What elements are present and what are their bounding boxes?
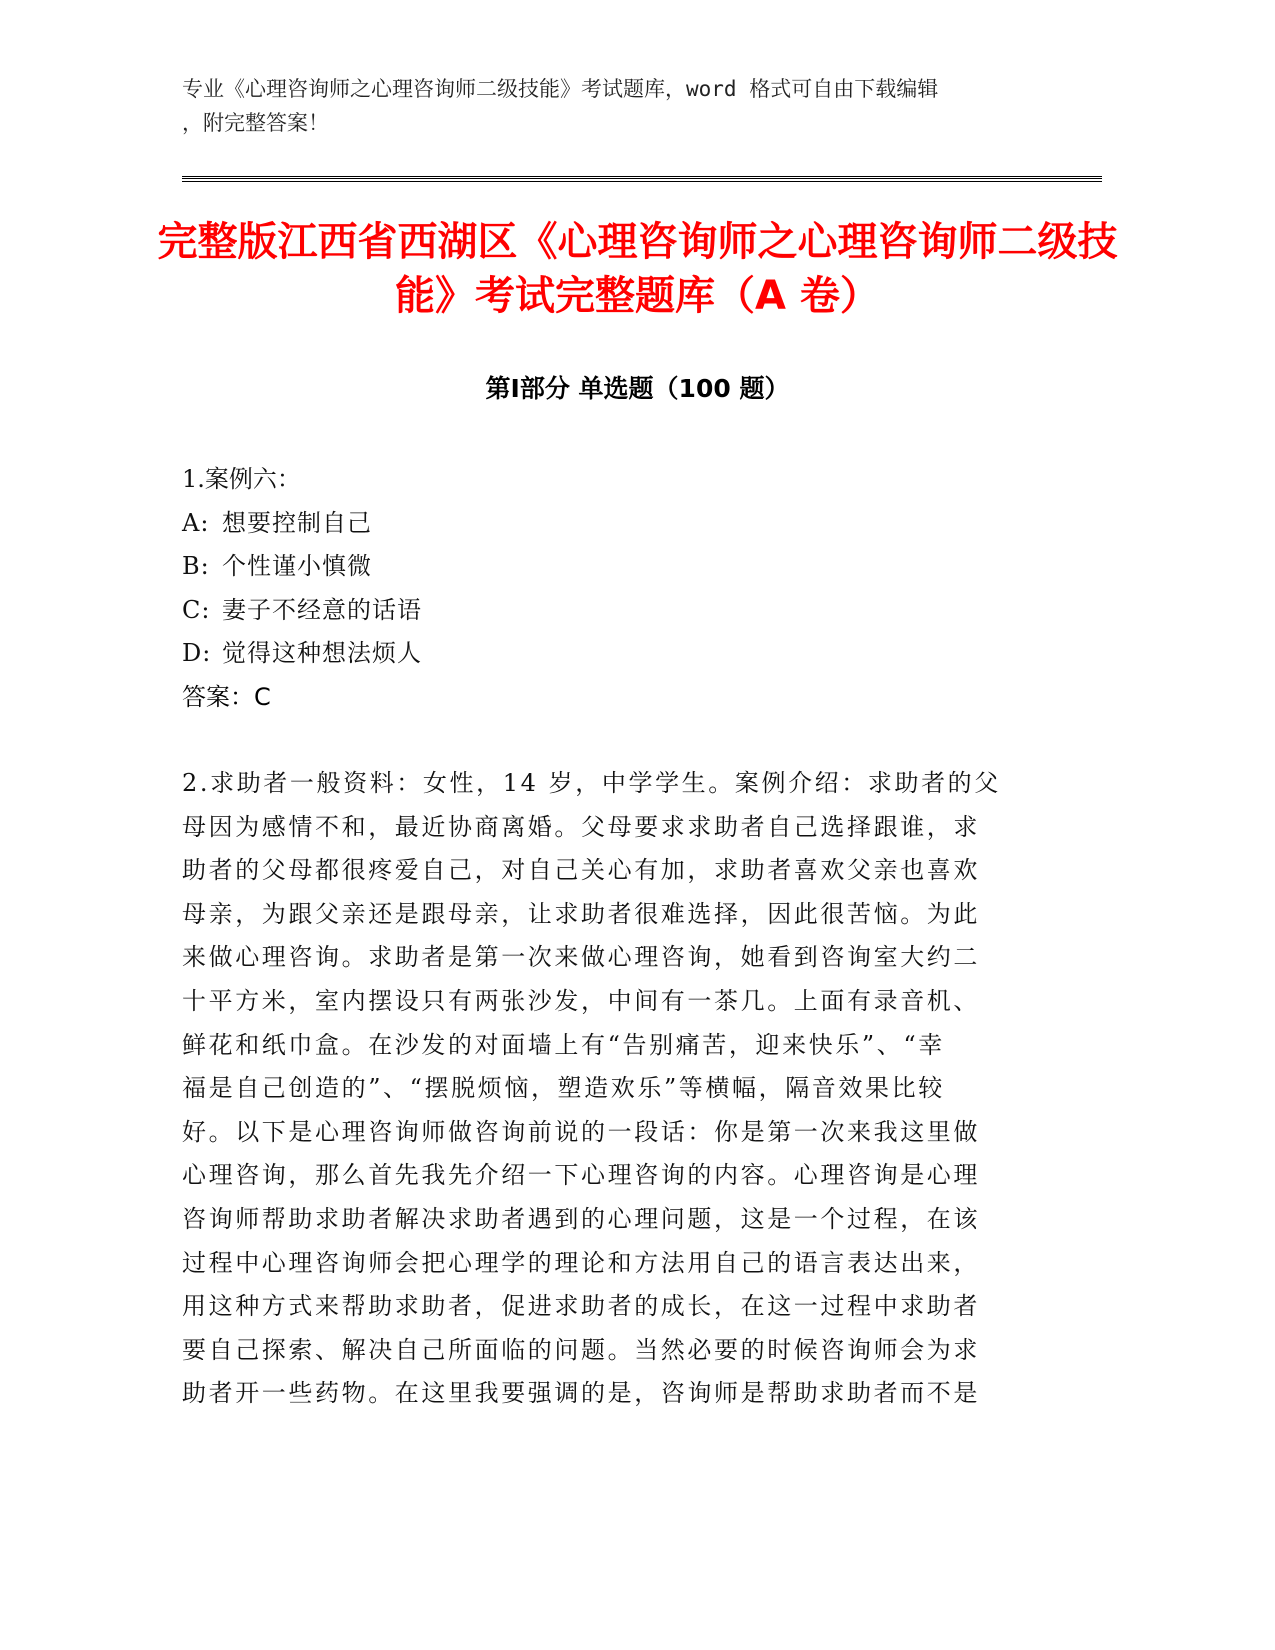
option-letter: A: — [182, 508, 210, 537]
paragraph-line: 过程中心理咨询师会把心理学的理论和方法用自己的语言表达出来， — [182, 1248, 980, 1277]
paragraph-line: 来做心理咨询。求助者是第一次来做心理咨询，她看到咨询室大约二 — [182, 943, 980, 972]
paragraph-line: 助者的父母都很疼爱自己，对自己关心有加，求助者喜欢父亲也喜欢 — [182, 856, 980, 885]
paragraph-line: 用这种方式来帮助求助者，促进求助者的成长，在这一过程中求助者 — [182, 1292, 980, 1321]
header-note-line-1: 专业《心理咨询师之心理咨询师二级技能》考试题库，word 格式可自由下载编辑 — [182, 77, 939, 101]
question-1 — [182, 458, 1032, 720]
document-title: 完整版江西省西湖区《心理咨询师之心理咨询师二级技能》考试完整题库（A 卷） — [157, 219, 1118, 319]
paragraph-line: 好。以下是心理咨询师做咨询前说的一段话：你是第一次来我这里做 — [182, 1117, 980, 1146]
paragraph-line: 2.求助者一般资料：女性，14 岁，中学学生。案例介绍：求助者的父 — [182, 769, 1001, 797]
option-b — [182, 545, 1032, 589]
option-text: 觉得这种想法烦人 — [222, 639, 422, 668]
option-d — [182, 632, 1032, 676]
paragraph-line: 心理咨询，那么首先我先介绍一下心理咨询的内容。心理咨询是心理 — [182, 1161, 980, 1190]
paragraph-line: 十平方米，室内摆设只有两张沙发，中间有一茶几。上面有录音机、 — [182, 986, 980, 1015]
option-text: 个性谨小慎微 — [222, 552, 372, 581]
option-text: 想要控制自己 — [222, 508, 372, 537]
section-heading: 第Ⅰ部分 单选题（100 题） — [485, 374, 790, 403]
header-note — [182, 72, 1032, 140]
paragraph-line: 咨询师帮助求助者解决求助者遇到的心理问题，这是一个过程，在该 — [182, 1204, 980, 1233]
option-a — [182, 502, 1032, 546]
header-note-line-2: ，附完整答案！ — [182, 111, 329, 135]
option-letter: D: — [182, 639, 212, 668]
paragraph-line: 母因为感情不和，最近协商离婚。父母要求求助者自己选择跟谁，求 — [182, 812, 980, 841]
paragraph-line: 要自己探索、解决自己所面临的问题。当然必要的时候咨询师会为求 — [182, 1335, 980, 1364]
answer-line: 答案：C — [182, 682, 271, 711]
question-2 — [182, 762, 1032, 1416]
question-stem: 1.案例六： — [182, 465, 301, 493]
paragraph-line: 鲜花和纸巾盒。在沙发的对面墙上有“告别痛苦，迎来快乐”、“幸 — [182, 1030, 945, 1059]
paragraph-line: 母亲，为跟父亲还是跟母亲，让求助者很难选择，因此很苦恼。为此 — [182, 899, 980, 928]
question-stem-paragraph — [182, 762, 1032, 1416]
option-letter: C: — [182, 595, 211, 624]
option-letter: B: — [182, 552, 210, 581]
paragraph-line: 福是自己创造的”、“摆脱烦恼，塑造欢乐”等横幅，隔音效果比较 — [182, 1074, 945, 1103]
option-c — [182, 589, 1032, 633]
paragraph-line: 助者开一些药物。在这里我要强调的是，咨询师是帮助求助者而不是 — [182, 1379, 980, 1408]
option-text: 妻子不经意的话语 — [222, 595, 422, 624]
header-divider — [182, 176, 1102, 179]
